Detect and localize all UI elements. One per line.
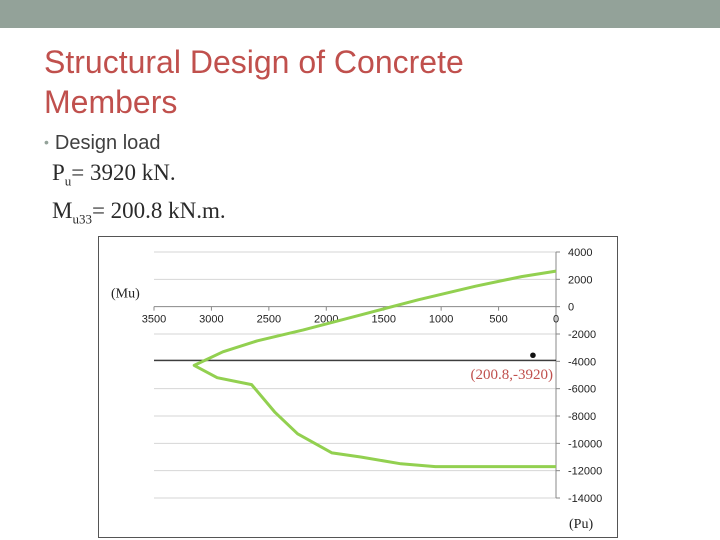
design-point-label: (200.8,-3920) [470, 367, 553, 384]
y-tick-label: 2000 [568, 274, 593, 287]
interaction-chart-svg [99, 237, 617, 537]
formula-pu-symbol: P [52, 160, 65, 185]
top-accent-bar [0, 0, 720, 28]
formula-pu-value: = 3920 kN. [71, 160, 176, 185]
x-tick-label: 2500 [256, 313, 282, 326]
x-axis-label: (Mu) [111, 286, 140, 302]
y-tick-label: -12000 [568, 465, 603, 478]
formula-mu [52, 198, 226, 228]
x-tick-label: 1500 [371, 313, 396, 326]
slide-title-line-2: Members [44, 84, 178, 120]
bullet-dot-icon: • [44, 134, 49, 150]
bullet-text: Design load [54, 132, 161, 154]
y-axis-label: (Pu) [569, 517, 594, 532]
y-tick-label: -10000 [568, 438, 603, 451]
y-tick-label: -6000 [568, 383, 597, 396]
y-tick-label: -8000 [568, 411, 597, 423]
y-tick-label: 0 [568, 301, 575, 314]
formula-pu-subscript: u [64, 173, 72, 189]
interaction-chart [98, 236, 618, 538]
x-tick-label: 2000 [314, 313, 339, 326]
y-tick-label: -2000 [568, 329, 597, 341]
x-tick-label: 500 [489, 313, 508, 326]
y-tick-label: 4000 [568, 247, 593, 259]
design-point-marker [530, 352, 536, 358]
formula-mu-value: = 200.8 kN.m. [91, 198, 226, 223]
x-tick-label: 3500 [141, 313, 167, 326]
slide-title-line-1: Structural Design of Concrete [44, 44, 464, 80]
bullet-design-load [44, 132, 161, 155]
y-tick-label: -4000 [568, 356, 597, 369]
formula-pu [52, 160, 176, 190]
x-tick-label: 0 [552, 313, 560, 326]
y-tick-label: -14000 [568, 493, 603, 505]
x-tick-label: 1000 [428, 313, 454, 326]
slide-title [44, 42, 664, 122]
x-tick-label: 3000 [199, 313, 224, 326]
formula-mu-symbol: M [52, 198, 73, 223]
formula-mu-subscript: u33 [72, 211, 92, 227]
